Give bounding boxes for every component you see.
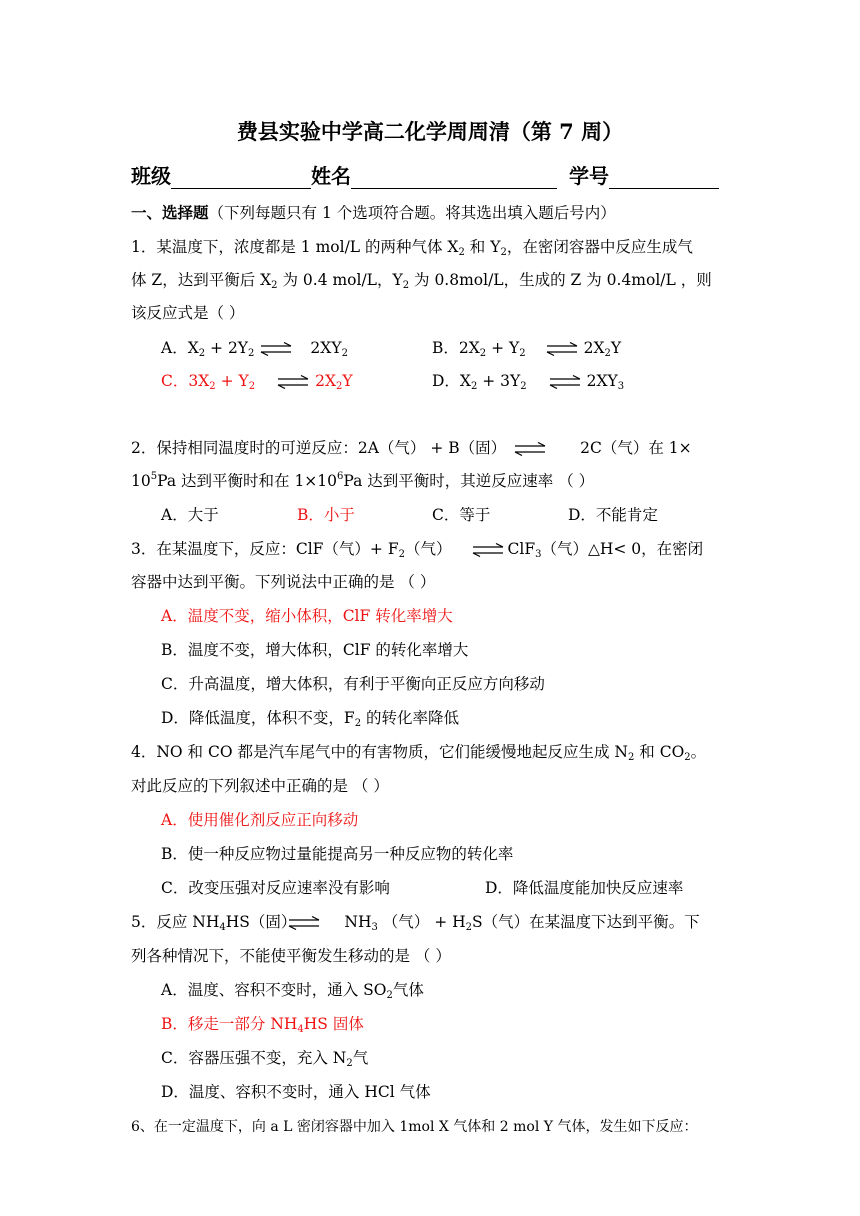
- number-label: 学号: [569, 164, 609, 188]
- page-title: 费县实验中学高二化学周周清（第 7 周）: [236, 119, 624, 144]
- q3-line1: 3．在某温度下，反应：ClF（气）+ $F_2$（气） ClF$_3$（气）△H< 0，在密闭: [131, 540, 704, 560]
- q5-line1: 5．反应 $NH_4HS$（固） $NH_3$ （气） + $H_2S$（气）在某温度下达到平衡。下: [131, 913, 700, 933]
- q1-option-d[interactable]: D．$X_2 + 3Y_2$ $2XY_3$: [432, 372, 625, 392]
- number-blank[interactable]: [609, 168, 719, 189]
- q4-option-b[interactable]: B．使一种反应物过量能提高另一种反应物的转化率: [161, 845, 514, 863]
- equilibrium-arrow-icon: [472, 543, 504, 557]
- q3-option-b[interactable]: B．温度不变，增大体积，ClF 的转化率增大: [161, 641, 469, 659]
- equilibrium-arrow-icon: [514, 442, 546, 456]
- equilibrium-arrow-icon: [277, 375, 309, 389]
- q2-line2: $10^5Pa$ 达到平衡时和在 $1\times 10^6Pa$ 达到平衡时，其逆反应速率 （ ）: [131, 471, 595, 490]
- q5-option-c[interactable]: C．容器压强不变，充入 $N_2$气: [161, 1049, 369, 1069]
- equilibrium-arrow-icon: [549, 375, 581, 389]
- class-label: 班级: [131, 164, 171, 188]
- q6-line1: 6、在一定温度下，向 a L 密闭容器中加入 1mol X 气体和 2 mol Y 气体，发生如下反应：: [131, 1119, 698, 1135]
- q3-option-d[interactable]: D．降低温度，体积不变，$F_2$ 的转化率降低: [161, 709, 459, 729]
- q4-option-d[interactable]: D．降低温度能加快反应速率: [485, 879, 684, 897]
- section-heading: 一、选择题（下列每题只有 1 个选项符合题。将其选出填入题后号内）: [131, 203, 616, 222]
- q3-line2: 容器中达到平衡。下列说法中正确的是 （ ）: [131, 573, 436, 591]
- q5-option-d[interactable]: D．温度、容积不变时，通入 HCl 气体: [161, 1083, 431, 1101]
- q1-option-a[interactable]: A．$X_2 + 2Y_2$ $2XY_2$: [161, 339, 348, 359]
- q1-line3: 该反应式是（ ）: [131, 304, 245, 322]
- q4-line1: 4．NO 和 CO 都是汽车尾气中的有害物质，它们能缓慢地起反应生成 $N_2$ 和 $CO_2$。: [131, 743, 707, 763]
- q4-option-c[interactable]: C．改变压强对反应速率没有影响: [161, 879, 390, 897]
- equilibrium-arrow-icon: [260, 342, 292, 356]
- q2-option-b[interactable]: B．小于: [297, 506, 355, 524]
- q1-option-b[interactable]: B．$2X_2 + Y_2$ $2X_2Y$: [432, 339, 622, 359]
- q1-line1: 1．某温度下，浓度都是 1 mol/L 的两种气体 $X_2$ 和 $Y_2$，在密闭容器中反应生成气: [131, 238, 693, 258]
- q1-option-c[interactable]: C．$3X_2 + Y_2$ $2X_2Y$: [161, 372, 353, 392]
- q5-option-b[interactable]: B．移走一部分 $NH_4HS$ 固体: [161, 1015, 364, 1035]
- name-label: 姓名: [311, 164, 351, 188]
- q4-line2: 对此反应的下列叙述中正确的是 （ ）: [131, 777, 389, 795]
- name-blank[interactable]: [351, 168, 557, 189]
- q4-option-a[interactable]: A．使用催化剂反应正向移动: [161, 811, 359, 829]
- q2-option-c[interactable]: C．等于: [432, 506, 491, 524]
- q2-option-d[interactable]: D．不能肯定: [568, 506, 658, 524]
- q5-option-a[interactable]: A．温度、容积不变时，通入 $SO_2$气体: [161, 981, 424, 1001]
- q3-option-a[interactable]: A．温度不变，缩小体积，ClF 转化率增大: [161, 607, 453, 625]
- q5-line2: 列各种情况下，不能使平衡发生移动的是 （ ）: [131, 947, 451, 965]
- q3-option-c[interactable]: C．升高温度，增大体积，有利于平衡向正反应方向移动: [161, 675, 545, 693]
- equilibrium-arrow-icon: [546, 342, 578, 356]
- equilibrium-arrow-icon: [288, 916, 320, 930]
- class-blank[interactable]: [171, 168, 311, 189]
- q1-line2: 体 Z，达到平衡后 $X_2$ 为 0.4 mol/L，$Y_2$ 为 0.8mol/L，生成的 Z 为 0.4mol/L ，则: [131, 271, 712, 291]
- student-info-line: [131, 160, 719, 189]
- q2-line1: 2．保持相同温度时的可逆反应：2A（气） + B（固） 2C（气）在 1×: [131, 439, 692, 457]
- q2-option-a[interactable]: A．大于: [161, 506, 219, 524]
